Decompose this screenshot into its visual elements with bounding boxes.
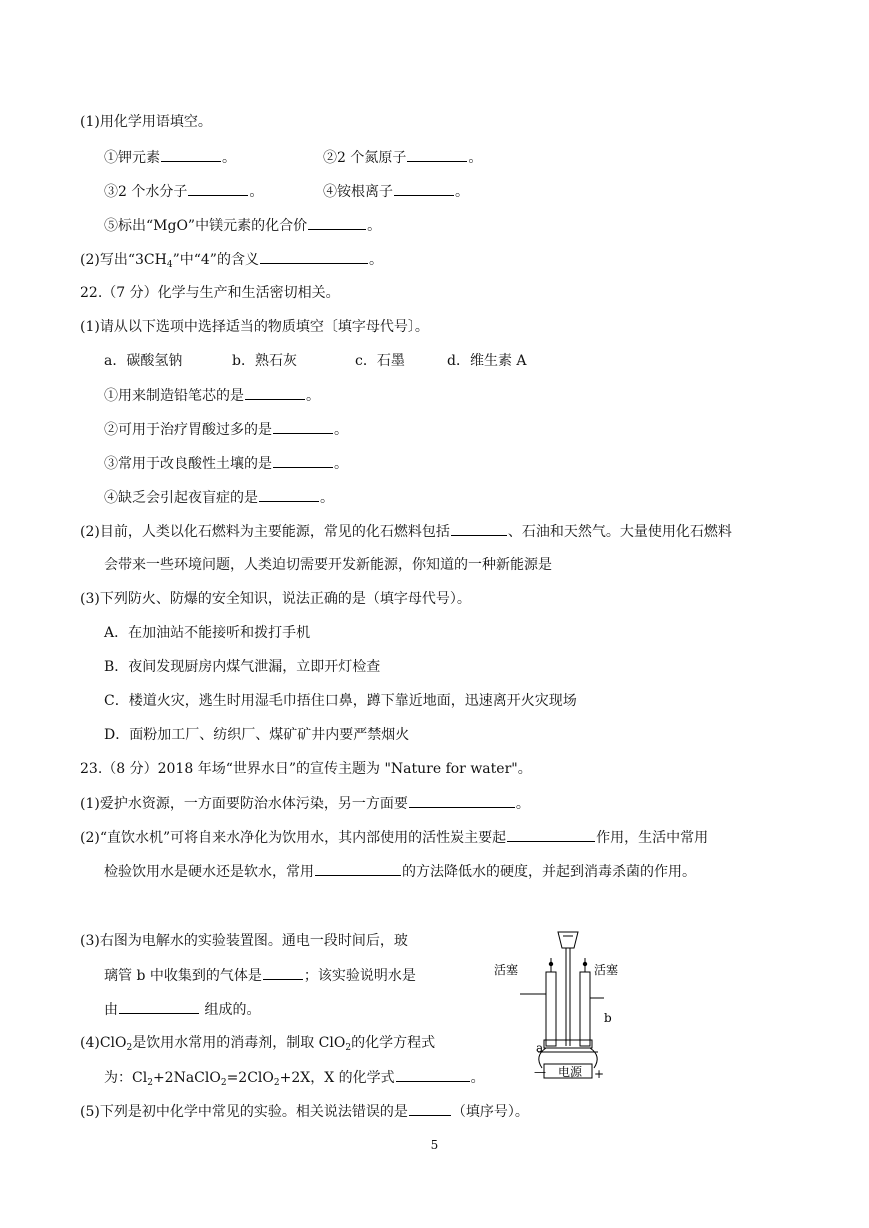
q22-choice-D: D．面粉加工厂、纺织厂、煤矿矿井内要严禁烟火 — [104, 727, 410, 743]
q22-part2-line2: 会带来一些环境问题，人类迫切需要开发新能源，你知道的一种新能源是 — [104, 557, 552, 573]
q23-header: 23.（8 分）2018 年场“世界水日”的宣传主题为 "Nature for water"。 — [80, 761, 532, 777]
q23-part4-line1: (4)ClO$_2$是饮用水常用的消毒剂，制取 ClO$_2$的化学方程式 — [80, 1035, 436, 1053]
q22-option-a: a．碳酸氢钠 — [104, 353, 183, 369]
answer-blank[interactable] — [245, 385, 305, 400]
q22-part1: (1)请从以下选项中选择适当的物质填空〔填字母代号〕。 — [80, 319, 429, 335]
answer-blank[interactable] — [409, 1101, 451, 1116]
q21-part1-title: (1)用化学用语填空。 — [80, 114, 212, 130]
q22-sub-1: ①用来制造铅笔芯的是 。 — [104, 385, 320, 406]
label-right-stopcock: 活塞 — [594, 963, 619, 977]
q23-part4-line2: 为：$Cl_2+2NaClO_2=2ClO_2+2X$，X 的化学式 。 — [104, 1067, 485, 1088]
page-number: 5 — [430, 1138, 439, 1152]
label-left-stopcock: 活塞 — [494, 963, 519, 977]
q22-option-d: d．维生素 A — [447, 353, 527, 369]
answer-blank[interactable] — [451, 521, 507, 536]
q22-sub-3: ③常用于改良酸性土壤的是 。 — [104, 453, 348, 474]
label-minus: — — [534, 1065, 546, 1079]
stopcock-left-icon — [549, 962, 553, 966]
q22-option-b: b．熟石灰 — [232, 353, 297, 369]
q23-part3-line2: 璃管 b 中收集到的气体是 ；该实验说明水是 — [104, 965, 416, 986]
answer-blank[interactable] — [396, 1067, 470, 1082]
q21-item-1: ①钾元素 。 — [104, 147, 236, 168]
q23-part1: (1)爱护水资源，一方面要防治水体污染，另一方面要 。 — [80, 793, 530, 814]
q22-choice-C: C．楼道火灾，逃生时用湿毛巾捂住口鼻，蹲下靠近地面，迅速离开火灾现场 — [104, 693, 577, 709]
q21-item-2: ②2 个氮原子 。 — [323, 147, 482, 168]
q22-option-c: c．石墨 — [355, 353, 405, 369]
label-a: a — [536, 1041, 544, 1055]
tube-a — [546, 972, 556, 1046]
q22-choice-A: A．在加油站不能接听和拨打手机 — [104, 625, 311, 641]
answer-blank[interactable] — [507, 827, 595, 842]
q23-part3-line1: (3)右图为电解水的实验装置图。通电一段时间后，玻 — [80, 933, 408, 949]
answer-blank[interactable] — [260, 249, 368, 264]
stopcock-right-icon — [583, 962, 587, 966]
answer-blank[interactable] — [273, 453, 333, 468]
q22-choice-B: B．夜间发现厨房内煤气泄漏，立即开灯检查 — [104, 659, 381, 675]
q23-part3-line3: 由 组成的。 — [104, 999, 260, 1020]
q23-part2-line1: (2)“直饮水机”可将自来水净化为饮用水，其内部使用的活性炭主要起 作用，生活中常用 — [80, 827, 708, 848]
label-power: 电源 — [558, 1065, 583, 1079]
answer-blank[interactable] — [394, 181, 454, 196]
q22-sub-2: ②可用于治疗胃酸过多的是 。 — [104, 419, 348, 440]
answer-blank[interactable] — [161, 147, 221, 162]
q21-item-4: ④铵根离子 。 — [323, 181, 469, 202]
funnel-icon — [558, 932, 578, 948]
q22-sub-4: ④缺乏会引起夜盲症的是 。 — [104, 487, 334, 508]
q23-part2-line2: 检验饮用水是硬水还是软水，常用 的方法降低水的硬度，并起到消毒杀菌的作用。 — [104, 861, 696, 882]
answer-blank[interactable] — [407, 147, 467, 162]
tube-b — [580, 972, 590, 1046]
q21-item-3: ③2 个水分子 。 — [104, 181, 263, 202]
answer-blank[interactable] — [188, 181, 248, 196]
answer-blank[interactable] — [315, 861, 401, 876]
q22-part2-line1: (2)目前，人类以化石燃料为主要能源，常见的化石燃料包括 、石油和天然气。大量使用化石燃料 — [80, 521, 732, 542]
answer-blank[interactable] — [263, 965, 303, 980]
answer-blank[interactable] — [119, 999, 199, 1014]
q22-header: 22.（7 分）化学与生产和生活密切相关。 — [80, 285, 340, 301]
answer-blank[interactable] — [259, 487, 319, 502]
electrolysis-apparatus-figure — [494, 928, 620, 1088]
answer-blank[interactable] — [308, 215, 366, 230]
q21-part2: (2)写出“$3CH_4$”中“4”的含义 。 — [80, 249, 383, 270]
answer-blank[interactable] — [273, 419, 333, 434]
q21-item-5: ⑤标出“MgO”中镁元素的化合价 。 — [104, 215, 381, 236]
answer-blank[interactable] — [409, 793, 515, 808]
q23-part5: (5)下列是初中化学中常见的实验。相关说法错误的是 （填序号）。 — [80, 1101, 529, 1122]
label-plus: + — [594, 1067, 605, 1081]
label-b: b — [604, 1011, 612, 1025]
q22-part3: (3)下列防火、防爆的安全知识，说法正确的是（填字母代号）。 — [80, 591, 471, 607]
